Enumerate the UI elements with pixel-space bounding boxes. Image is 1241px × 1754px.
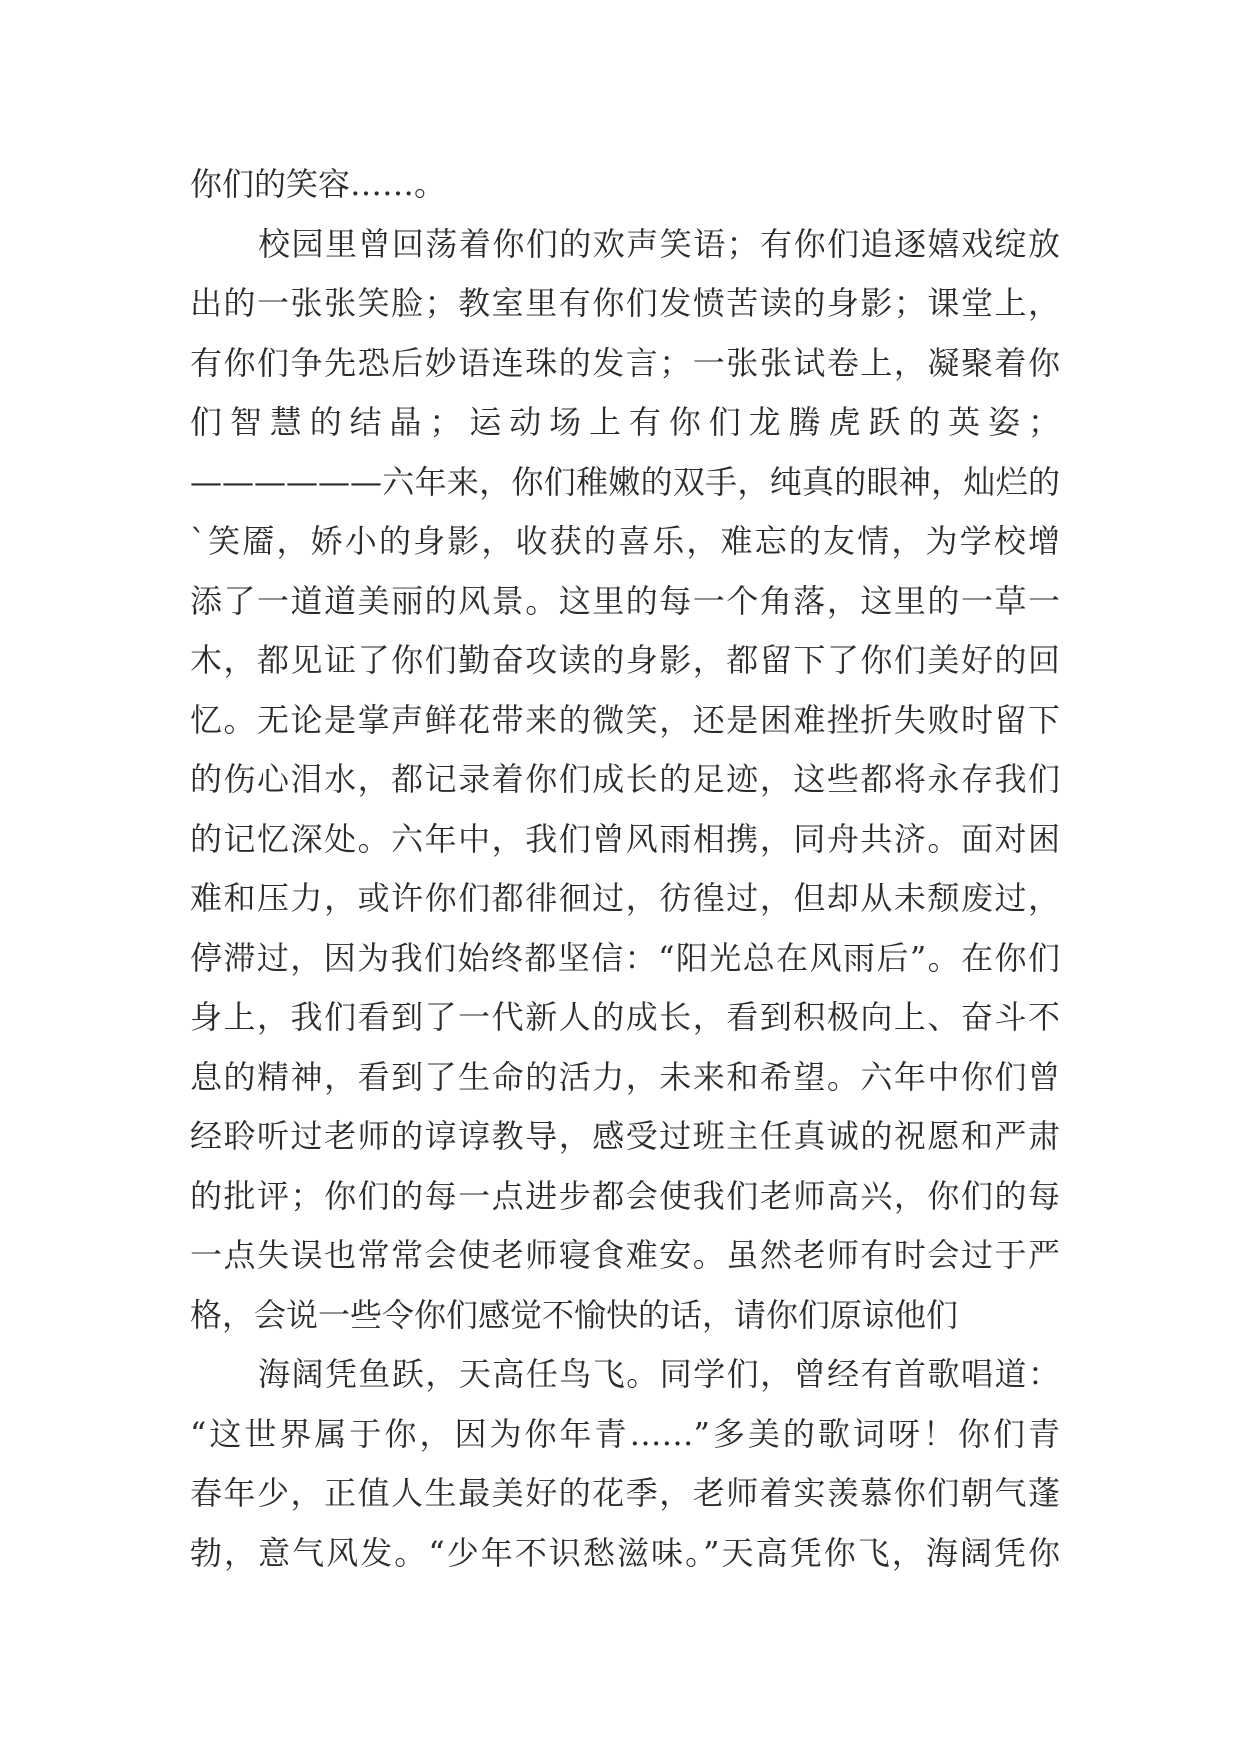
text-line: 勃，意气风发。“少年不识愁滋味。”天高凭你飞，海阔凭你 <box>190 1533 1060 1572</box>
text-line: 们智慧的结晶；运动场上有你们龙腾虎跃的英姿； <box>190 403 1060 441</box>
text-line: 有你们争先恐后妙语连珠的发言；一张张试卷上，凝聚着你 <box>190 343 1060 382</box>
text-line: 格，会说一些令你们感觉不愉快的话，请你们原谅他们 <box>190 1295 959 1334</box>
text-line: 经聆听过老师的谆谆教导，感受过班主任真诚的祝愿和严肃 <box>190 1117 1060 1155</box>
text-line: `笑靥，娇小的身影，收获的喜乐，难忘的友情，为学校增 <box>190 522 1060 560</box>
body-text <box>190 155 1060 1583</box>
text-line: 停滞过，因为我们始终都坚信：“阳光总在风雨后”。在你们 <box>190 938 1060 977</box>
text-line: 添了一道道美丽的风景。这里的每一个角落，这里的一草一 <box>190 581 1060 620</box>
text-line: 的伤心泪水，都记录着你们成长的足迹，这些都将永存我们 <box>190 760 1060 798</box>
text-line: 木，都见证了你们勤奋攻读的身影，都留下了你们美好的回 <box>190 641 1060 679</box>
text-line: 你们的笑容……。 <box>190 165 447 203</box>
text-line: 的批评；你们的每一点进步都会使我们老师高兴，你们的每 <box>190 1176 1060 1215</box>
text-line: 忆。无论是掌声鲜花带来的微笑，还是困难挫折失败时留下 <box>190 700 1060 739</box>
text-line: 出的一张张笑脸；教室里有你们发愤苦读的身影；课堂上， <box>190 284 1060 322</box>
paragraph-start-line: 校园里曾回荡着你们的欢声笑语；有你们追逐嬉戏绽放 <box>258 224 1060 263</box>
paragraph-start-line: 海阔凭鱼跃，天高任鸟飞。同学们，曾经有首歌唱道： <box>258 1355 1060 1393</box>
text-line: “这世界属于你，因为你年青……”多美的歌词呀！你们青 <box>190 1414 1060 1453</box>
text-line: 身上，我们看到了一代新人的成长，看到积极向上、奋斗不 <box>190 998 1060 1036</box>
text-line: ——————六年来，你们稚嫩的双手，纯真的眼神，灿烂的 <box>190 462 1060 501</box>
text-line: 春年少，正值人生最美好的花季，老师着实羡慕你们朝气蓬 <box>190 1474 1060 1512</box>
text-line: 的记忆深处。六年中，我们曾风雨相携，同舟共济。面对困 <box>190 819 1060 858</box>
text-line: 一点失误也常常会使老师寝食难安。虽然老师有时会过于严 <box>190 1236 1060 1274</box>
text-line: 难和压力，或许你们都徘徊过，彷徨过，但却从未颓废过， <box>190 879 1060 917</box>
text-line: 息的精神，看到了生命的活力，未来和希望。六年中你们曾 <box>190 1057 1060 1096</box>
